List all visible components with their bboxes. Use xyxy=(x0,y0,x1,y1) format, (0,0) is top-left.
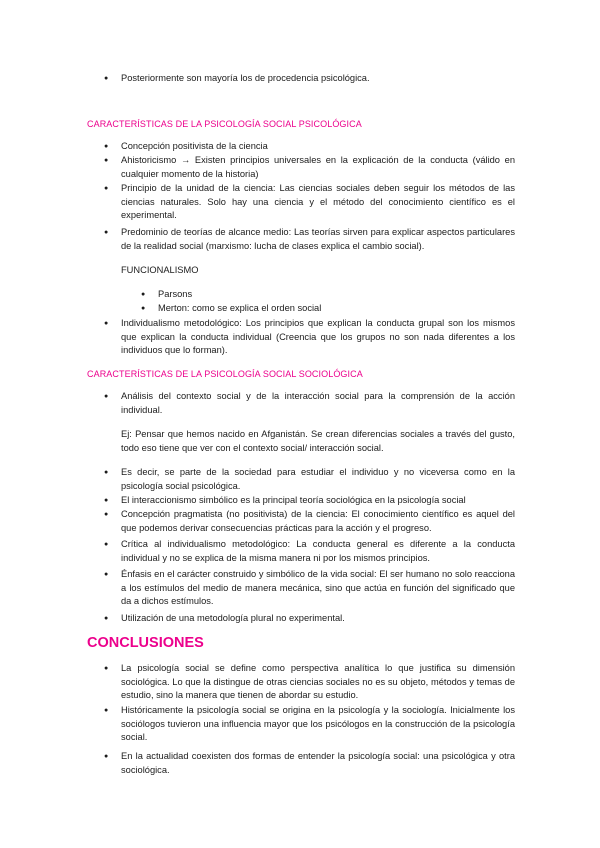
section-heading-conclusiones: CONCLUSIONES xyxy=(87,635,204,651)
sub-list-item: ● Merton: como se explica el orden social xyxy=(158,302,518,316)
sublabel-funcionalismo: FUNCIONALISMO xyxy=(121,265,199,275)
list-item: ● El interaccionismo simbólico es la principal teoría sociológica en la psicología social xyxy=(121,494,515,508)
list-item: ● Crítica al individualismo metodológico: La conducta general es diferente a la conducta individual y no se explica de la misma manera ni por los mismos principios. xyxy=(121,538,515,565)
section-heading-psicologica: CARACTERÍSTICAS DE LA PSICOLOGÍA SOCIAL PSICOLÓGICA xyxy=(87,119,362,129)
list-item: ● Históricamente la psicología social se origina en la psicología y la sociología. Inicialmente los sociólogos tuvieron una influencia mayor que los psicólogos en la construcción de la psicología social. xyxy=(121,704,515,745)
section-heading-sociologica: CARACTERÍSTICAS DE LA PSICOLOGÍA SOCIAL SOCIOLÓGICA xyxy=(87,369,363,379)
list-item: ● Concepción pragmatista (no positivista) de la ciencia: El conocimiento científico es aquel del que podemos derivar consecuencias prácticas para la acción y el progreso. xyxy=(121,508,515,535)
list-item: ● Concepción positivista de la ciencia xyxy=(121,140,515,154)
list-item: ● Es decir, se parte de la sociedad para estudiar el individuo y no viceversa como en la psicología social psicológica. xyxy=(121,466,515,493)
list-item: ● Utilización de una metodología plural no experimental. xyxy=(121,612,515,626)
sub-list-item: ● Parsons xyxy=(158,288,518,302)
list-item: ● Ahistoricismo → Existen principios universales en la explicación de la conducta (válido en cualquier momento de la historia) xyxy=(121,154,515,181)
list-item: ● Posteriormente son mayoría los de procedencia psicológica. xyxy=(121,72,515,86)
list-item: ● En la actualidad coexisten dos formas de entender la psicología social: una psicológica y otra sociológica. xyxy=(121,750,515,777)
list-item: ● Principio de la unidad de la ciencia: Las ciencias sociales deben seguir los métodos de las ciencias naturales. Solo hay una ciencia y el método del conocimiento científico es el experimental. xyxy=(121,182,515,223)
list-item: ● Predominio de teorías de alcance medio: Las teorías sirven para explicar aspectos particulares de la realidad social (marxismo: lucha de clases explica el cambio social). xyxy=(121,226,515,253)
list-item: ● Énfasis en el carácter construido y simbólico de la vida social: El ser humano no solo reacciona a los estímulos del medio de manera mecánica, sino que actúa en función del significado que da a dichos estímulos. xyxy=(121,568,515,609)
example-paragraph: Ej: Pensar que hemos nacido en Afganistán. Se crean diferencias sociales a través del gusto, todo eso tiene que ver con el contexto social/ interacción social. xyxy=(121,429,515,453)
list-item: ● La psicología social se define como perspectiva analítica lo que justifica su dimensión sociológica. Lo que la distingue de otras ciencias sociales no es su objeto, métodos y temas de estudio, sino la manera que tienen de abordar su estudio. xyxy=(121,662,515,703)
list-item: ● Individualismo metodológico: Los principios que explican la conducta grupal son los mismos que explican la conducta individual (Creencia que los grupos no son nada diferentes a los individuos que lo forman). xyxy=(121,317,515,358)
list-item: ● Análisis del contexto social y de la interacción social para la comprensión de la acción individual. xyxy=(121,390,515,417)
